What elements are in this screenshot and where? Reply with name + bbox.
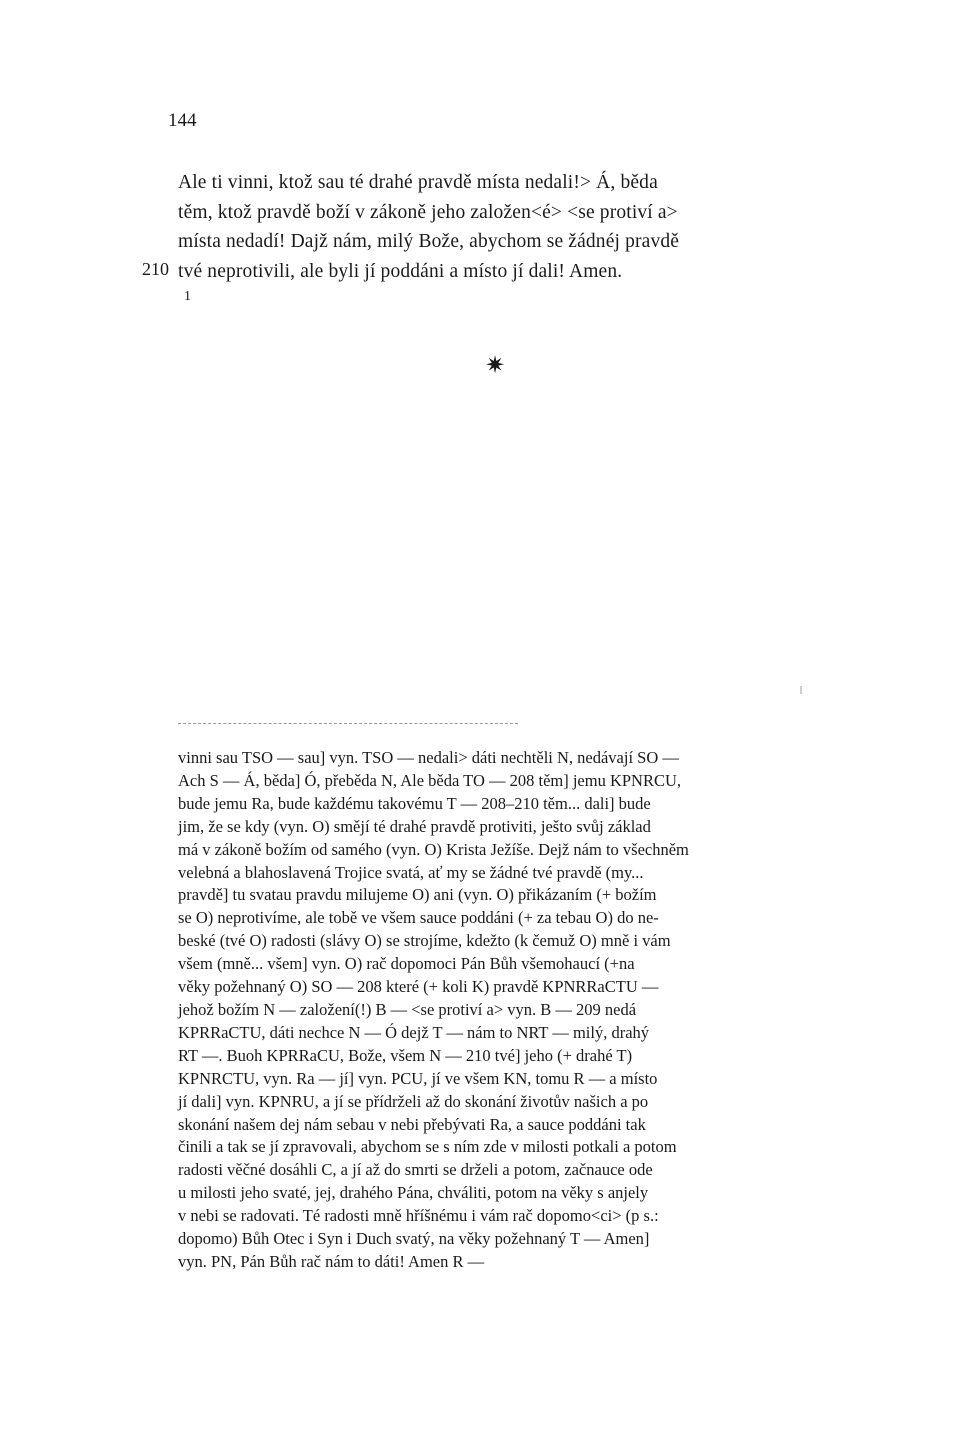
main-text bbox=[178, 168, 818, 286]
apparatus-line: radosti věčné dosáhli C, a jí až do smrti se drželi a potom, začnauce ode bbox=[178, 1160, 653, 1180]
apparatus-line: v nebi se radovati. Té radosti mně hříšnému i vám rač dopomo<ci> (p s.: bbox=[178, 1206, 659, 1226]
apparatus-line: pravdě] tu svatau pravdu milujeme O) ani (vyn. O) přikázaním (+ božím bbox=[178, 885, 657, 905]
apparatus-line: vyn. PN, Pán Bůh rač nám to dáti! Amen R — bbox=[178, 1251, 485, 1271]
apparatus-divider bbox=[178, 723, 518, 724]
apparatus-line: beské (tvé O) radosti (slávy O) se strojíme, kdežto (k čemuž O) mně i vám bbox=[178, 931, 671, 951]
apparatus-line: všem (mně... všem] vyn. O) rač dopomoci Pán Bůh všemohaucí (+na bbox=[178, 954, 635, 974]
apparatus-line: se O) neprotivíme, ale tobě ve všem sauce poddáni (+ za tebau O) do ne- bbox=[178, 908, 659, 928]
faint-mark bbox=[800, 686, 802, 694]
apparatus-line: jí dali] vyn. KPNRU, a jí se přídrželi až do skonání životův našich a po bbox=[178, 1091, 649, 1111]
apparatus-line: bude jemu Ra, bude každému takovému T — 208–210 těm... dali] bude bbox=[178, 793, 651, 813]
line-number: 210 bbox=[142, 259, 169, 279]
apparatus-line: KPNRCTU, vyn. Ra — jí] vyn. PCU, jí ve všem KN, tomu R — a místo bbox=[178, 1068, 658, 1088]
apparatus-line: dopomo) Bůh Otec i Syn i Duch svatý, na věky požehnaný T — Amen] bbox=[178, 1229, 650, 1249]
apparatus-line: má v zákoně božím od samého (vyn. O) Krista Ježíše. Dejž nám to všechněm bbox=[178, 839, 689, 859]
apparatus-line: Ach S — Á, běda] Ó, přeběda N, Ale běda TO — 208 těm] jemu KPNRCU, bbox=[178, 770, 682, 790]
main-text-line: místa nedadí! Dajž nám, milý Bože, abychom se žádnéj pravdě bbox=[178, 231, 680, 252]
apparatus-line: RT —. Buoh KPRRaCU, Bože, všem N — 210 tvé] jeho (+ drahé T) bbox=[178, 1045, 633, 1065]
main-text-line: Ale ti vinni, ktož sau té drahé pravdě místa nedali!> Á, běda bbox=[178, 172, 658, 193]
apparatus-line: u milosti jeho svaté, jej, drahého Pána, chváliti, potom na věky s anjely bbox=[178, 1183, 649, 1203]
apparatus-line: KPRRaCTU, dáti nechce N — Ó dejž T — nám to NRT — milý, drahý bbox=[178, 1022, 650, 1042]
main-text-line: těm, ktož pravdě boží v zákoně jeho založen<é> <se protiví a> bbox=[178, 201, 678, 223]
section-separator-star: ✷ bbox=[485, 353, 506, 379]
apparatus-line: velebná a blahoslavená Trojice svatá, ať my se žádné tvé pravdě (my... bbox=[178, 862, 644, 882]
margin-mark: 1 bbox=[184, 289, 191, 304]
critical-apparatus bbox=[178, 747, 818, 1274]
apparatus-line: vinni sau TSO — sau] vyn. TSO — nedali> dáti nechtěli N, nedávají SO — bbox=[178, 748, 679, 767]
apparatus-line: skonání našem dej nám sebau v nebi přebývati Ra, a sauce poddáni tak bbox=[178, 1114, 646, 1134]
apparatus-line: jim, že se kdy (vyn. O) smějí té drahé pravdě protiviti, ješto svůj základ bbox=[178, 816, 651, 836]
apparatus-line: jehož božím N — založení(!) B — <se protiví a> vyn. B — 209 nedá bbox=[178, 999, 637, 1019]
main-text-line: tvé neprotivili, ale byli jí poddáni a místo jí dali! Amen. bbox=[178, 260, 623, 282]
apparatus-line: činili a tak se jí zpravovali, abychom se s ním zde v milosti potkali a potom bbox=[178, 1137, 677, 1157]
apparatus-line: věky požehnaný O) SO — 208 které (+ koli K) pravdě KPNRRaCTU — bbox=[178, 977, 659, 997]
page-number: 144 bbox=[168, 110, 197, 131]
